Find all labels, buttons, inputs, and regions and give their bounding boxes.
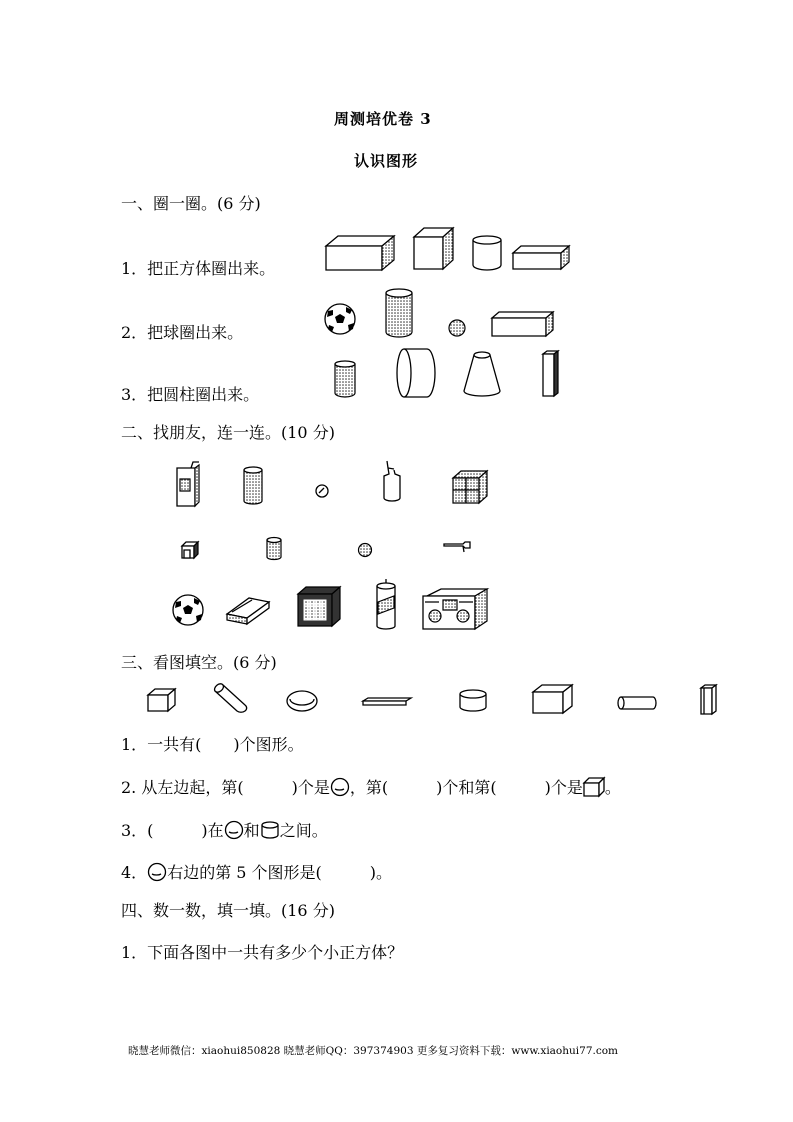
section1-q1: 1．把正方体圈出来。 (121, 259, 276, 278)
section3-q4 (121, 860, 392, 886)
cylinder-inline-icon (260, 820, 280, 844)
section2-heading: 二、找朋友，连一连。(10 分) (121, 423, 335, 442)
section3-q3-part1: 3．( )在 (121, 821, 224, 840)
cone-frustum-shape (463, 351, 501, 398)
section3-q3 (121, 818, 328, 844)
juice-box-shape (175, 461, 201, 507)
s3-tilted-cylinder-shape (213, 683, 247, 713)
toothpaste-shape (443, 540, 471, 554)
rubik-cube-shape (296, 586, 342, 628)
marble-shape (315, 484, 329, 498)
s3-cube-shape (147, 688, 177, 712)
section3-q3-part3: 之间。 (279, 821, 328, 840)
section3-q2-part2: ，第( )个和第( )个是 (349, 778, 583, 797)
section3-q2 (121, 775, 621, 801)
cuboid-shape (325, 235, 395, 271)
bottle-shape (382, 460, 402, 502)
s3-tall-prism-shape (700, 684, 718, 716)
cylinder-shape (472, 235, 502, 271)
eraser-shape (226, 596, 270, 626)
section3-q2-part1: 2. 从左边起，第( )个是 (121, 778, 330, 797)
section4-heading: 四、数一数，填一填。(16 分) (121, 901, 335, 920)
small-ball-2-shape (357, 542, 373, 558)
page-title: 周测培优卷 3 (334, 110, 432, 128)
small-ball-shape (447, 318, 467, 338)
ball-inline-icon-2 (224, 820, 244, 844)
page-subtitle: 认识图形 (354, 152, 419, 170)
soccer-ball-2-shape (172, 594, 204, 626)
section4-q1: 1．下面各图中一共有多少个小正方体？ (121, 943, 404, 962)
can-shape (243, 466, 263, 506)
section3-q4-number: 4． (121, 863, 148, 882)
small-block-shape (181, 541, 199, 559)
glass-cylinder-shape (375, 578, 397, 632)
s3-flat-board-shape (362, 697, 412, 707)
side-cylinder-shape (396, 348, 436, 398)
long-cuboid-shape (512, 245, 570, 271)
cube-shape (412, 227, 454, 271)
flat-cuboid-shape (491, 311, 555, 337)
ball-inline-icon (330, 777, 350, 801)
s3-long-cylinder-shape (617, 696, 657, 710)
section1-q3: 3．把圆柱圈出来。 (121, 385, 260, 404)
section3-q3-part2: 和 (243, 821, 260, 840)
section3-q1: 1．一共有( )个图形。 (121, 735, 304, 754)
small-cylinder-shape (333, 360, 357, 398)
section3-q4-text: 右边的第 5 个图形是( )。 (167, 863, 393, 882)
tall-prism-shape (542, 350, 560, 398)
footer-text: 晓慧老师微信：xiaohui850828 晓慧老师QQ：397374903 更多复习资料下载：www.xiaohui77.com (128, 1045, 618, 1057)
gift-box-shape (452, 470, 488, 504)
s3-large-cube-shape (532, 684, 574, 714)
cube-inline-icon (583, 777, 605, 801)
section3-heading: 三、看图填空。(6 分) (121, 653, 277, 672)
radio-box-shape (421, 588, 489, 630)
section3-q2-part3: 。 (604, 778, 621, 797)
section1-q2: 2．把球圈出来。 (121, 323, 244, 342)
s3-short-cylinder-shape (458, 689, 488, 713)
section1-heading: 一、圈一圈。(6 分) (121, 194, 261, 213)
stippled-cylinder-shape (385, 288, 413, 338)
s3-ball-shape (285, 689, 319, 713)
ball-inline-icon-3 (147, 862, 167, 886)
small-can-shape (266, 537, 282, 561)
soccer-ball-shape (324, 303, 356, 335)
